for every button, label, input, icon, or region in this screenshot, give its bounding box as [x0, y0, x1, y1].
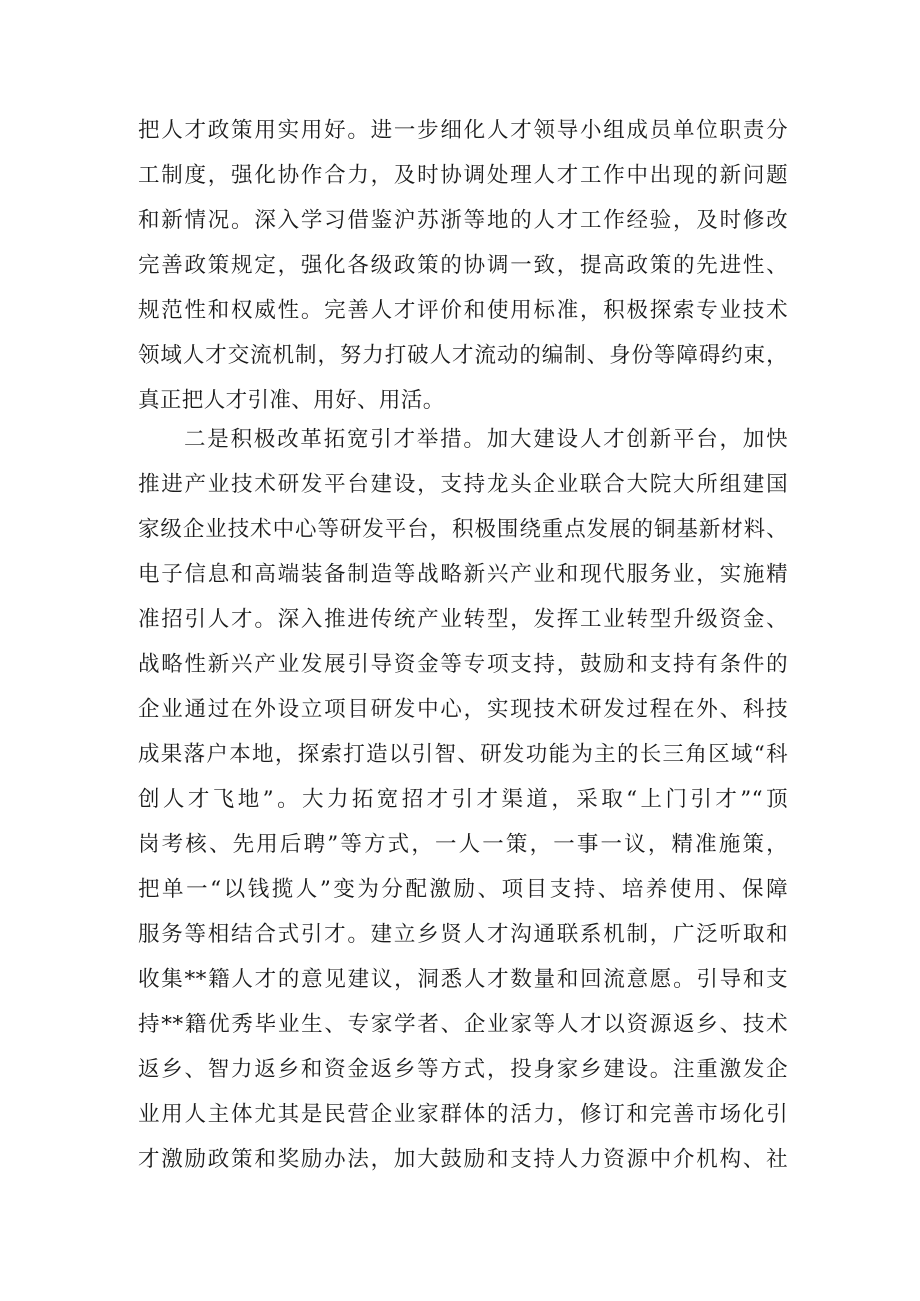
text-line: 把人才政策用实用好。进一步细化人才领导小组成员单位职责分	[138, 118, 788, 143]
text-line: 二是积极改革拓宽引才举措。加大建设人才创新平台，加快	[184, 427, 788, 452]
text-line: 企业通过在外设立项目研发中心，实现技术研发过程在外、科技	[138, 697, 788, 722]
text-line: 完善政策规定，强化各级政策的协调一致，提高政策的先进性、	[138, 253, 788, 278]
text-line: 成果落户本地，探索打造以引智、研发功能为主的长三角区域“科	[138, 742, 788, 767]
text-line: 和新情况。深入学习借鉴沪苏浙等地的人才工作经验，及时修改	[138, 208, 788, 233]
text-line: 业用人主体尤其是民营企业家群体的活力，修订和完善市场化引	[138, 1102, 788, 1127]
text-line: 电子信息和高端装备制造等战略新兴产业和现代服务业，实施精	[138, 562, 788, 587]
text-line: 岗考核、先用后聘”等方式，一人一策，一事一议，精准施策，	[138, 832, 788, 857]
text-line: 返乡、智力返乡和资金返乡等方式，投身家乡建设。注重激发企	[138, 1057, 788, 1082]
text-line: 真正把人才引准、用好、用活。	[138, 388, 445, 413]
text-line: 才激励政策和奖励办法，加大鼓励和支持人力资源中介机构、社	[138, 1147, 788, 1172]
text-line: 收集**籍人才的意见建议，洞悉人才数量和回流意愿。引导和支	[138, 967, 788, 992]
text-line: 工制度，强化协作合力，及时协调处理人才工作中出现的新问题	[138, 163, 788, 188]
text-line: 把单一“以钱揽人”变为分配激励、项目支持、培养使用、保障	[138, 877, 788, 902]
text-line: 服务等相结合式引才。建立乡贤人才沟通联系机制，广泛听取和	[138, 922, 788, 947]
text-line: 创人才飞地”。大力拓宽招才引才渠道，采取“上门引才”“顶	[138, 787, 788, 812]
text-line: 领域人才交流机制，努力打破人才流动的编制、身份等障碍约束，	[138, 343, 788, 368]
text-line: 准招引人才。深入推进传统产业转型，发挥工业转型升级资金、	[138, 607, 788, 632]
text-line: 持**籍优秀毕业生、专家学者、企业家等人才以资源返乡、技术	[138, 1012, 788, 1037]
text-line: 战略性新兴产业发展引导资金等专项支持，鼓励和支持有条件的	[138, 652, 788, 677]
text-line: 推进产业技术研发平台建设，支持龙头企业联合大院大所组建国	[138, 472, 788, 497]
text-line: 规范性和权威性。完善人才评价和使用标准，积极探索专业技术	[138, 298, 788, 323]
text-line: 家级企业技术中心等研发平台，积极围绕重点发展的铜基新材料、	[138, 517, 788, 542]
